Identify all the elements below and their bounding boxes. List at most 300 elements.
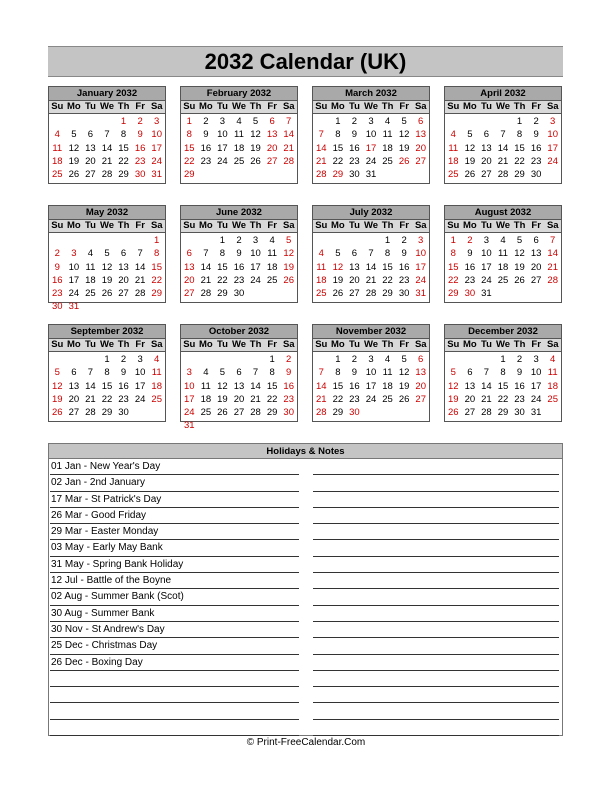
weekday-label: Th <box>381 339 394 350</box>
day-cell: 25 <box>266 274 278 286</box>
day-cell: 23 <box>233 274 245 286</box>
day-cell: 4 <box>318 248 324 260</box>
day-cell: 26 <box>514 274 525 286</box>
empty-cell <box>49 115 66 128</box>
month-calendar <box>312 86 430 184</box>
day-cell: 2 <box>467 235 473 246</box>
weekday-label: Tu <box>480 339 492 350</box>
day-cell: 6 <box>533 235 539 246</box>
day-cell: 4 <box>54 129 60 141</box>
day-cell: 4 <box>384 354 391 365</box>
weekday-row <box>181 101 297 114</box>
day-cell: 22 <box>151 274 162 286</box>
day-cell: 17 <box>547 142 558 154</box>
day-cell: 7 <box>104 129 110 141</box>
day-cell: 4 <box>154 354 160 365</box>
day-cell: 9 <box>236 248 242 260</box>
day-cell: 11 <box>234 129 244 141</box>
day-cell: 19 <box>51 393 63 405</box>
empty-cell <box>181 234 198 247</box>
day-cell: 29 <box>497 407 509 419</box>
empty-cell <box>462 115 479 128</box>
day-cell: 12 <box>101 261 113 273</box>
day-cell: 21 <box>481 393 492 405</box>
day-cell: 25 <box>315 288 327 300</box>
day-cell: 24 <box>68 288 80 300</box>
day-cell: 18 <box>382 380 393 392</box>
weekday-label: Sa <box>414 101 427 112</box>
day-cell: 24 <box>151 155 162 167</box>
day-cell: 1 <box>104 354 110 365</box>
day-cell: 27 <box>68 407 80 419</box>
weekday-row <box>313 339 429 352</box>
day-cell: 12 <box>217 380 228 392</box>
day-cell: 1 <box>500 354 506 365</box>
day-cell: 6 <box>351 248 358 260</box>
weekday-label: Mo <box>331 101 345 112</box>
day-cell: 31 <box>481 288 492 300</box>
weekday-label: Fr <box>135 339 145 350</box>
day-cell: 10 <box>151 129 162 141</box>
weekday-label: Sa <box>282 220 295 231</box>
day-cell: 27 <box>349 288 360 300</box>
day-cell: 20 <box>349 274 360 286</box>
weekday-label: We <box>363 339 379 350</box>
day-cell: 4 <box>550 354 556 365</box>
weekday-label: Th <box>117 339 130 350</box>
day-grid <box>313 233 429 300</box>
note-line <box>313 687 559 703</box>
day-cell: 8 <box>500 367 506 379</box>
day-cell: 15 <box>217 261 228 273</box>
note-line <box>313 720 559 736</box>
holiday-item: 02 Aug - Summer Bank (Scot) <box>50 589 299 605</box>
month-calendar <box>48 86 166 184</box>
day-cell: 18 <box>547 380 558 392</box>
day-cell: 25 <box>151 393 162 405</box>
weekday-label: Mo <box>199 339 213 350</box>
day-cell: 17 <box>68 274 80 286</box>
day-cell: 6 <box>418 354 424 365</box>
day-cell: 5 <box>286 235 292 246</box>
day-cell: 8 <box>186 129 192 141</box>
day-cell: 19 <box>250 142 261 154</box>
weekday-row <box>49 220 165 233</box>
day-cell: 3 <box>71 248 77 260</box>
weekday-label: Su <box>447 101 460 112</box>
holiday-item: 31 May - Spring Bank Holiday <box>50 557 299 573</box>
day-cell: 10 <box>68 261 80 273</box>
day-cell: 3 <box>418 235 424 246</box>
day-cell: 13 <box>183 261 195 273</box>
day-cell: 23 <box>283 393 294 405</box>
holiday-item: 26 Dec - Boxing Day <box>50 655 299 671</box>
day-cell: 14 <box>85 380 96 392</box>
holiday-item: 17 Mar - St Patrick's Day <box>50 492 299 508</box>
day-cell: 2 <box>203 116 209 127</box>
day-cell: 30 <box>349 407 360 419</box>
day-cell: 23 <box>134 155 146 167</box>
day-cell: 20 <box>415 380 426 392</box>
month-title: April 2032 <box>445 87 561 101</box>
day-cell: 26 <box>217 407 228 419</box>
weekday-label: Th <box>117 220 130 231</box>
day-cell: 27 <box>233 407 245 419</box>
day-cell: 11 <box>316 261 327 273</box>
month-calendar <box>48 324 166 422</box>
month-calendar <box>444 205 562 303</box>
day-cell: 1 <box>335 354 341 365</box>
day-cell: 13 <box>415 129 426 141</box>
day-cell: 8 <box>516 129 523 141</box>
weekday-row <box>49 339 165 352</box>
empty-cell <box>132 234 149 247</box>
day-cell: 15 <box>382 261 393 273</box>
note-line <box>313 606 559 622</box>
empty-cell <box>231 353 248 366</box>
day-cell: 10 <box>481 248 492 260</box>
day-cell: 11 <box>151 367 162 379</box>
day-cell: 16 <box>349 380 360 392</box>
day-cell: 21 <box>547 261 558 273</box>
note-line <box>313 573 559 589</box>
month-title: March 2032 <box>313 87 429 101</box>
day-cell: 6 <box>467 367 473 379</box>
day-cell: 19 <box>447 393 459 405</box>
day-cell: 2 <box>516 354 523 365</box>
day-cell: 22 <box>217 274 228 286</box>
day-cell: 2 <box>120 354 127 365</box>
empty-cell <box>363 234 380 247</box>
day-cell: 2 <box>351 354 358 365</box>
day-cell: 20 <box>530 261 542 273</box>
weekday-row <box>445 339 561 352</box>
day-cell: 27 <box>530 274 542 286</box>
day-cell: 12 <box>464 142 476 154</box>
day-cell: 28 <box>497 169 509 181</box>
note-line <box>313 671 559 687</box>
weekday-label: Su <box>183 101 196 112</box>
note-line <box>313 508 559 524</box>
day-cell: 17 <box>151 142 162 154</box>
note-line <box>313 589 559 605</box>
weekday-label: Mo <box>331 220 345 231</box>
day-grid <box>445 114 561 181</box>
day-cell: 4 <box>450 129 456 141</box>
empty-cell <box>462 353 479 366</box>
day-cell: 4 <box>203 367 209 379</box>
day-cell: 16 <box>398 261 410 273</box>
day-grid <box>181 352 297 433</box>
day-cell: 3 <box>219 116 226 127</box>
day-cell: 25 <box>382 393 393 405</box>
month-title: May 2032 <box>49 206 165 220</box>
day-cell: 28 <box>481 407 492 419</box>
day-cell: 7 <box>318 129 324 141</box>
day-cell: 4 <box>500 235 506 246</box>
day-cell: 24 <box>481 274 492 286</box>
day-cell: 18 <box>266 261 278 273</box>
day-cell: 18 <box>151 380 162 392</box>
day-cell: 5 <box>54 367 60 379</box>
day-cell: 16 <box>283 380 294 392</box>
day-cell: 24 <box>547 155 558 167</box>
empty-cell <box>478 115 495 128</box>
day-cell: 19 <box>398 380 410 392</box>
weekday-label: Mo <box>463 220 477 231</box>
month-calendar <box>312 324 430 422</box>
weekday-label: Sa <box>546 101 559 112</box>
weekday-label: We <box>495 101 511 112</box>
day-cell: 9 <box>516 367 523 379</box>
day-cell: 19 <box>68 155 80 167</box>
month-title: October 2032 <box>181 325 297 339</box>
holidays-header: Holidays & Notes <box>49 444 562 459</box>
day-cell: 14 <box>315 380 327 392</box>
weekday-label: Su <box>315 220 328 231</box>
weekday-label: Fr <box>267 339 277 350</box>
empty-cell <box>313 353 330 366</box>
month-title: December 2032 <box>445 325 561 339</box>
weekday-label: Su <box>51 339 64 350</box>
day-cell: 12 <box>283 248 294 260</box>
day-cell: 5 <box>450 367 456 379</box>
day-cell: 12 <box>447 380 459 392</box>
day-cell: 28 <box>250 407 261 419</box>
day-cell: 7 <box>203 248 209 260</box>
day-cell: 5 <box>104 248 110 260</box>
day-cell: 9 <box>533 129 539 141</box>
day-cell: 13 <box>464 380 476 392</box>
day-cell: 9 <box>286 367 292 379</box>
holiday-item: 25 Dec - Christmas Day <box>50 638 299 654</box>
day-cell: 7 <box>368 248 374 260</box>
month-calendar <box>444 86 562 184</box>
note-line <box>313 622 559 638</box>
empty-cell <box>214 353 231 366</box>
holiday-item: 26 Mar - Good Friday <box>50 508 299 524</box>
day-cell: 25 <box>497 274 509 286</box>
day-cell: 3 <box>252 235 259 246</box>
empty-cell <box>66 353 83 366</box>
day-cell: 16 <box>51 274 63 286</box>
weekday-label: Sa <box>282 339 295 350</box>
day-cell: 15 <box>332 380 344 392</box>
day-cell: 17 <box>365 142 377 154</box>
day-cell: 2 <box>351 116 358 127</box>
day-cell: 1 <box>120 116 127 127</box>
weekday-label: Th <box>513 101 526 112</box>
day-cell: 31 <box>365 169 377 181</box>
day-cell: 2 <box>286 354 292 365</box>
day-cell: 22 <box>332 155 344 167</box>
day-cell: 23 <box>118 393 129 405</box>
day-cell: 13 <box>266 129 278 141</box>
day-cell: 29 <box>101 407 113 419</box>
day-cell: 22 <box>447 274 459 286</box>
weekday-label: Sa <box>546 339 559 350</box>
month-title: August 2032 <box>445 206 561 220</box>
day-cell: 18 <box>315 274 327 286</box>
day-cell: 5 <box>401 116 407 127</box>
day-cell: 21 <box>250 393 261 405</box>
day-cell: 17 <box>250 261 261 273</box>
day-cell: 11 <box>547 367 558 379</box>
day-cell: 16 <box>134 142 146 154</box>
note-line <box>313 475 559 491</box>
day-cell: 5 <box>467 129 473 141</box>
day-cell: 30 <box>398 288 410 300</box>
day-cell: 9 <box>120 367 127 379</box>
day-cell: 29 <box>118 169 129 181</box>
day-cell: 31 <box>530 407 542 419</box>
note-line <box>313 557 559 573</box>
day-cell: 27 <box>85 169 96 181</box>
day-cell: 11 <box>382 129 393 141</box>
day-cell: 8 <box>154 248 160 260</box>
weekday-label: Th <box>381 101 394 112</box>
month-calendar <box>180 205 298 303</box>
day-cell: 31 <box>68 301 80 313</box>
day-cell: 27 <box>266 155 278 167</box>
weekday-label: Tu <box>216 220 228 231</box>
day-cell: 5 <box>401 354 407 365</box>
day-cell: 27 <box>118 288 129 300</box>
day-cell: 17 <box>415 261 426 273</box>
month-title: July 2032 <box>313 206 429 220</box>
day-cell: 14 <box>315 142 327 154</box>
day-cell: 25 <box>547 393 558 405</box>
day-cell: 2 <box>533 116 539 127</box>
note-line <box>313 703 559 719</box>
day-cell: 13 <box>118 261 129 273</box>
day-cell: 7 <box>318 367 324 379</box>
weekday-label: Mo <box>199 101 213 112</box>
day-cell: 1 <box>219 235 226 246</box>
day-cell: 6 <box>120 248 127 260</box>
day-cell: 14 <box>547 248 558 260</box>
day-cell: 28 <box>365 288 377 300</box>
weekday-label: Su <box>51 220 64 231</box>
day-cell: 17 <box>365 380 377 392</box>
day-cell: 30 <box>118 407 129 419</box>
day-cell: 17 <box>183 393 195 405</box>
day-cell: 10 <box>365 367 377 379</box>
day-cell: 22 <box>382 274 393 286</box>
weekday-label: Mo <box>463 101 477 112</box>
weekday-label: Mo <box>67 339 81 350</box>
day-cell: 14 <box>134 261 146 273</box>
day-cell: 23 <box>200 155 212 167</box>
day-cell: 28 <box>134 288 146 300</box>
empty-cell <box>82 234 99 247</box>
empty-cell <box>198 234 215 247</box>
day-cell: 12 <box>68 142 80 154</box>
weekday-label: Sa <box>414 220 427 231</box>
day-cell: 30 <box>233 288 245 300</box>
day-cell: 6 <box>71 367 77 379</box>
weekday-label: Su <box>183 339 196 350</box>
day-cell: 17 <box>217 142 228 154</box>
day-cell: 3 <box>154 116 160 127</box>
day-cell: 8 <box>335 367 341 379</box>
day-cell: 30 <box>283 407 294 419</box>
day-cell: 18 <box>497 261 509 273</box>
month-calendar <box>180 86 298 184</box>
day-grid <box>313 352 429 419</box>
holiday-item: 30 Aug - Summer Bank <box>50 606 299 622</box>
weekday-label: Mo <box>199 220 213 231</box>
day-cell: 29 <box>266 407 278 419</box>
day-cell: 29 <box>217 288 228 300</box>
weekday-label: We <box>231 220 247 231</box>
day-cell: 7 <box>550 235 556 246</box>
day-cell: 9 <box>467 248 473 260</box>
day-cell: 4 <box>87 248 94 260</box>
note-line <box>50 720 299 736</box>
weekday-label: Mo <box>331 339 345 350</box>
day-cell: 15 <box>266 380 278 392</box>
day-cell: 28 <box>315 169 327 181</box>
weekday-label: Fr <box>135 220 145 231</box>
day-cell: 1 <box>335 116 341 127</box>
day-cell: 14 <box>250 380 261 392</box>
day-cell: 3 <box>368 354 374 365</box>
day-cell: 1 <box>154 235 160 246</box>
day-cell: 13 <box>68 380 80 392</box>
day-cell: 20 <box>233 393 245 405</box>
weekday-label: Tu <box>84 339 96 350</box>
day-cell: 11 <box>85 261 96 273</box>
day-cell: 20 <box>415 142 426 154</box>
weekday-label: Tu <box>216 339 228 350</box>
day-cell: 6 <box>87 129 94 141</box>
day-cell: 18 <box>382 142 393 154</box>
empty-cell <box>49 353 66 366</box>
weekday-label: Sa <box>414 339 427 350</box>
month-title: February 2032 <box>181 87 297 101</box>
day-cell: 24 <box>365 155 377 167</box>
note-line <box>50 671 299 687</box>
weekday-label: Fr <box>531 101 541 112</box>
day-cell: 26 <box>283 274 294 286</box>
day-cell: 22 <box>514 155 525 167</box>
holiday-item: 12 Jul - Battle of the Boyne <box>50 573 299 589</box>
day-cell: 24 <box>183 407 195 419</box>
day-cell: 4 <box>236 116 242 127</box>
day-cell: 23 <box>398 274 410 286</box>
day-grid <box>49 233 165 314</box>
day-cell: 7 <box>483 367 490 379</box>
day-cell: 5 <box>71 129 77 141</box>
day-cell: 22 <box>497 393 509 405</box>
day-cell: 25 <box>382 155 393 167</box>
day-cell: 19 <box>101 274 113 286</box>
day-cell: 28 <box>101 169 113 181</box>
day-cell: 27 <box>415 393 426 405</box>
day-cell: 13 <box>233 380 245 392</box>
day-cell: 6 <box>418 116 424 127</box>
day-cell: 18 <box>51 155 63 167</box>
day-cell: 9 <box>351 367 358 379</box>
day-cell: 21 <box>101 155 113 167</box>
footer-credit: © Print-FreeCalendar.Com <box>246 737 366 748</box>
weekday-row <box>445 220 561 233</box>
day-cell: 28 <box>200 288 212 300</box>
day-cell: 25 <box>447 169 459 181</box>
day-cell: 31 <box>415 288 426 300</box>
holiday-item: 02 Jan - 2nd January <box>50 475 299 491</box>
